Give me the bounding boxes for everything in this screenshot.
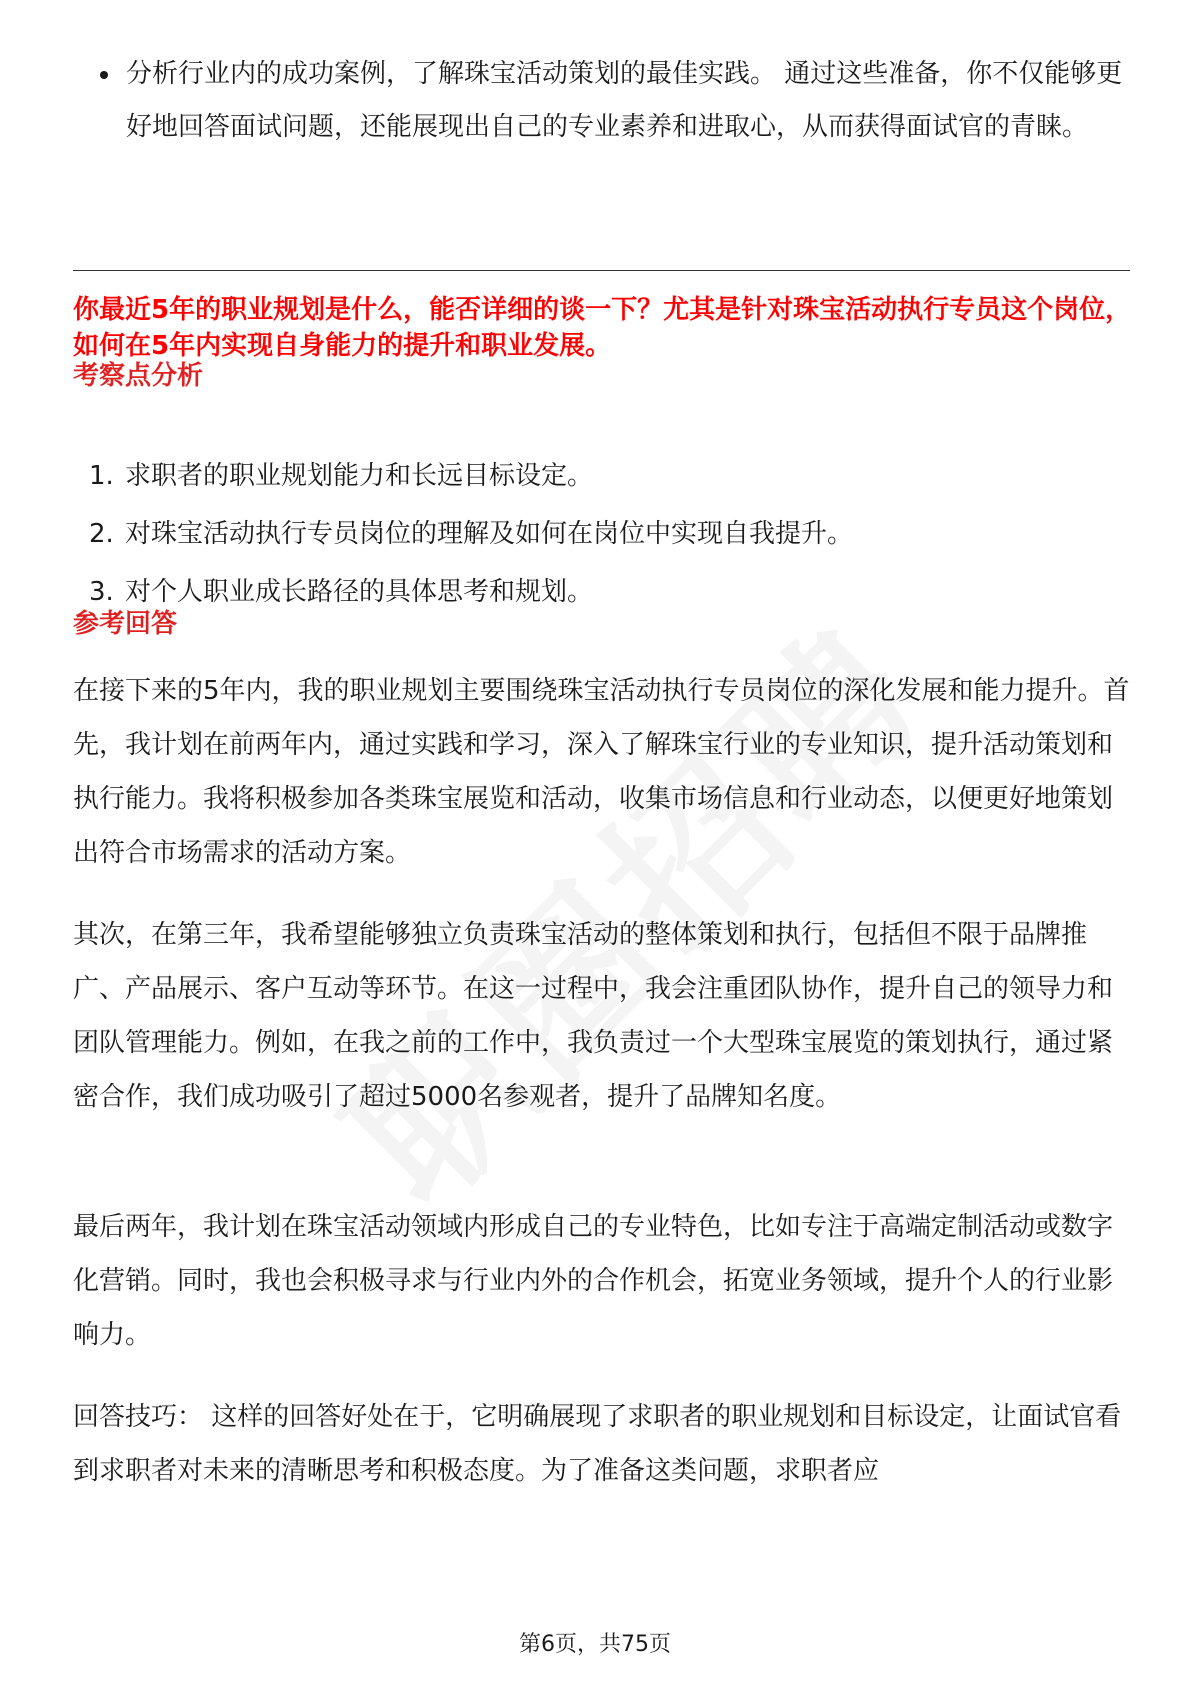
analysis-item [73, 458, 1133, 494]
analysis-item-text: 对个人职业成长路径的具体思考和规划。 [125, 577, 594, 607]
page-number: 第6页，共75页 [519, 1632, 671, 1657]
analysis-item-number: 1. [89, 461, 114, 491]
analysis-item-number: 3. [89, 577, 114, 607]
analysis-list [73, 458, 1133, 632]
answer-paragraph: 在接下来的5年内，我的职业规划主要围绕珠宝活动执行专员岗位的深化发展和能力提升。首先，我计划在前两年内，通过实践和学习，深入了解珠宝行业的专业知识，提升活动策划和执行能力。我将积极参加各类珠宝展览和活动，收集市场信息和行业动态，以便更好地策划出符合市场需求的活动方案。 [73, 676, 1130, 868]
analysis-heading: 考察点分析 [73, 361, 204, 391]
analysis-item-text: 求职者的职业规划能力和长远目标设定。 [125, 461, 594, 491]
bullet-dot-icon [100, 71, 108, 79]
analysis-item-number: 2. [89, 519, 114, 549]
answer-paragraph: 其次，在第三年，我希望能够独立负责珠宝活动的整体策划和执行，包括但不限于品牌推广、产品展示、客户互动等环节。在这一过程中，我会注重团队协作，提升自己的领导力和团队管理能力。例如，在我之前的工作中，我负责过一个大型珠宝展览的策划执行，通过紧密合作，我们成功吸引了超过5000名参观者，提升了品牌知名度。 [73, 920, 1114, 1112]
answer-heading: 参考回答 [73, 609, 178, 639]
top-bullet-item [100, 48, 1130, 154]
interview-question: 你最近5年的职业规划是什么，能否详细的谈一下？尤其是针对珠宝活动执行专员这个岗位，如何在5年内实现自身能力的提升和职业发展。 [73, 295, 1132, 361]
analysis-item [73, 516, 1133, 552]
answer-paragraph: 最后两年，我计划在珠宝活动领域内形成自己的专业特色，比如专注于高端定制活动或数字化营销。同时，我也会积极寻求与行业内外的合作机会，拓宽业务领域，提升个人的行业影响力。 [73, 1212, 1114, 1350]
section-divider [73, 270, 1130, 271]
analysis-item [73, 574, 1133, 610]
answer-tips-paragraph: 回答技巧： 这样的回答好处在于，它明确展现了求职者的职业规划和目标设定，让面试官看到求职者对未来的清晰思考和积极态度。为了准备这类问题，求职者应 [73, 1402, 1122, 1486]
top-bullet-text: 分析行业内的成功案例，了解珠宝活动策划的最佳实践。 通过这些准备，你不仅能够更好地回答面试问题，还能展现出自己的专业素养和进取心，从而获得面试官的青睐。 [126, 59, 1123, 142]
analysis-item-text: 对珠宝活动执行专员岗位的理解及如何在岗位中实现自我提升。 [125, 519, 854, 549]
